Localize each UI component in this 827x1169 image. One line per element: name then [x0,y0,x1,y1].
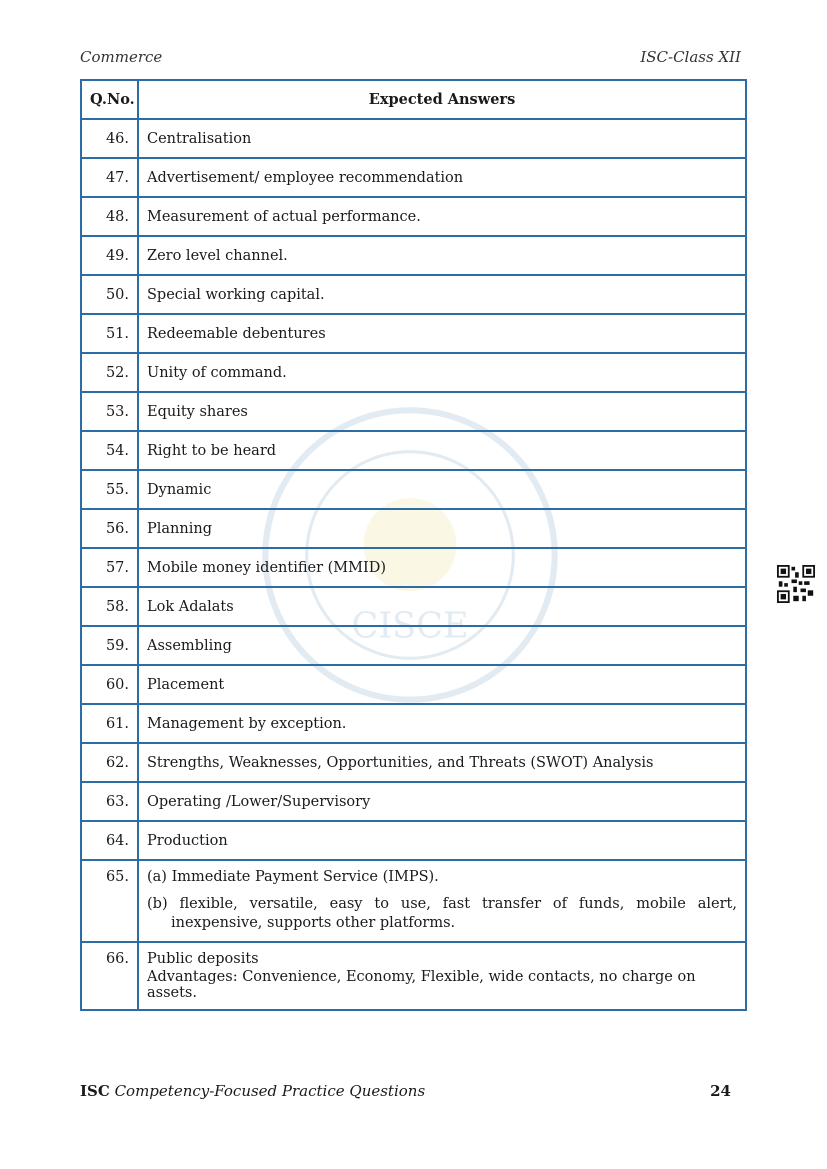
answer-cell: Advertisement/ employee recommendation [138,158,746,197]
question-number: 60. [81,665,138,704]
question-number: 47. [81,158,138,197]
qr-code-icon [777,565,815,603]
answers-body [81,119,746,1010]
table-row [81,665,746,704]
question-number: 57. [81,548,138,587]
qno-header: Q.No. [81,80,138,119]
question-number: 58. [81,587,138,626]
question-number: 63. [81,782,138,821]
page-number: 24 [710,1082,731,1100]
question-number: 55. [81,470,138,509]
table-row [81,743,746,782]
question-number: 61. [81,704,138,743]
table-row [81,119,746,158]
answer-cell: Right to be heard [138,431,746,470]
table-row [81,548,746,587]
question-number: 56. [81,509,138,548]
question-number: 53. [81,392,138,431]
question-number: 62. [81,743,138,782]
table-row [81,470,746,509]
class-label: ISC-Class XII [640,48,741,66]
answer-header: Expected Answers [138,80,746,119]
answer-cell: Redeemable debentures [138,314,746,353]
question-number: 64. [81,821,138,860]
answer-cell [138,942,746,1010]
answer-cell: Strengths, Weaknesses, Opportunities, and Threats (SWOT) Analysis [138,743,746,782]
table-row [81,704,746,743]
question-number: 46. [81,119,138,158]
answer-cell: Centralisation [138,119,746,158]
answer-part-a: (a) Immediate Payment Service (IMPS). [147,869,439,885]
table-row [81,431,746,470]
answer-cell: Dynamic [138,470,746,509]
table-row [81,626,746,665]
table-row [81,158,746,197]
question-number: 52. [81,353,138,392]
table-row [81,860,746,942]
question-number: 66. [81,942,138,1010]
answer-cell: Special working capital. [138,275,746,314]
table-row [81,782,746,821]
answer-line-2: Advantages: Convenience, Economy, Flexible, wide contacts, no charge on assets. [147,969,696,1001]
table-header-row [81,80,746,119]
answer-cell: Production [138,821,746,860]
table-row [81,314,746,353]
table-row [81,197,746,236]
subject-label: Commerce [80,48,163,66]
answer-cell: Management by exception. [138,704,746,743]
answer-cell: Unity of command. [138,353,746,392]
answer-part-b: (b) flexible, versatile, easy to use, fast transfer of funds, mobile alert, inexpensive, supports other platforms. [147,896,737,931]
answer-cell: Lok Adalats [138,587,746,626]
table-row [81,236,746,275]
answer-cell: Mobile money identifier (MMID) [138,548,746,587]
answer-cell [138,860,746,942]
table-row [81,587,746,626]
page-header [80,48,741,66]
footer-subtitle: Competency-Focused Practice Questions [114,1082,426,1100]
question-number: 51. [81,314,138,353]
answer-line-1: Public deposits [147,951,259,967]
table-row [81,821,746,860]
table-row [81,509,746,548]
question-number: 65. [81,860,138,942]
table-row [81,353,746,392]
answer-cell: Assembling [138,626,746,665]
answers-table [80,79,747,1011]
answer-cell: Measurement of actual performance. [138,197,746,236]
table-row [81,275,746,314]
answer-cell: Operating /Lower/Supervisory [138,782,746,821]
table-row [81,392,746,431]
table-row [81,942,746,1010]
question-number: 49. [81,236,138,275]
page-footer [80,1082,731,1100]
answer-cell: Equity shares [138,392,746,431]
footer-brand: ISC [80,1082,110,1100]
question-number: 59. [81,626,138,665]
answer-cell: Placement [138,665,746,704]
svg-text:CISCE: CISCE [351,605,469,647]
question-number: 48. [81,197,138,236]
footer-title [80,1082,425,1100]
question-number: 50. [81,275,138,314]
answer-cell: Zero level channel. [138,236,746,275]
question-number: 54. [81,431,138,470]
answer-cell: Planning [138,509,746,548]
